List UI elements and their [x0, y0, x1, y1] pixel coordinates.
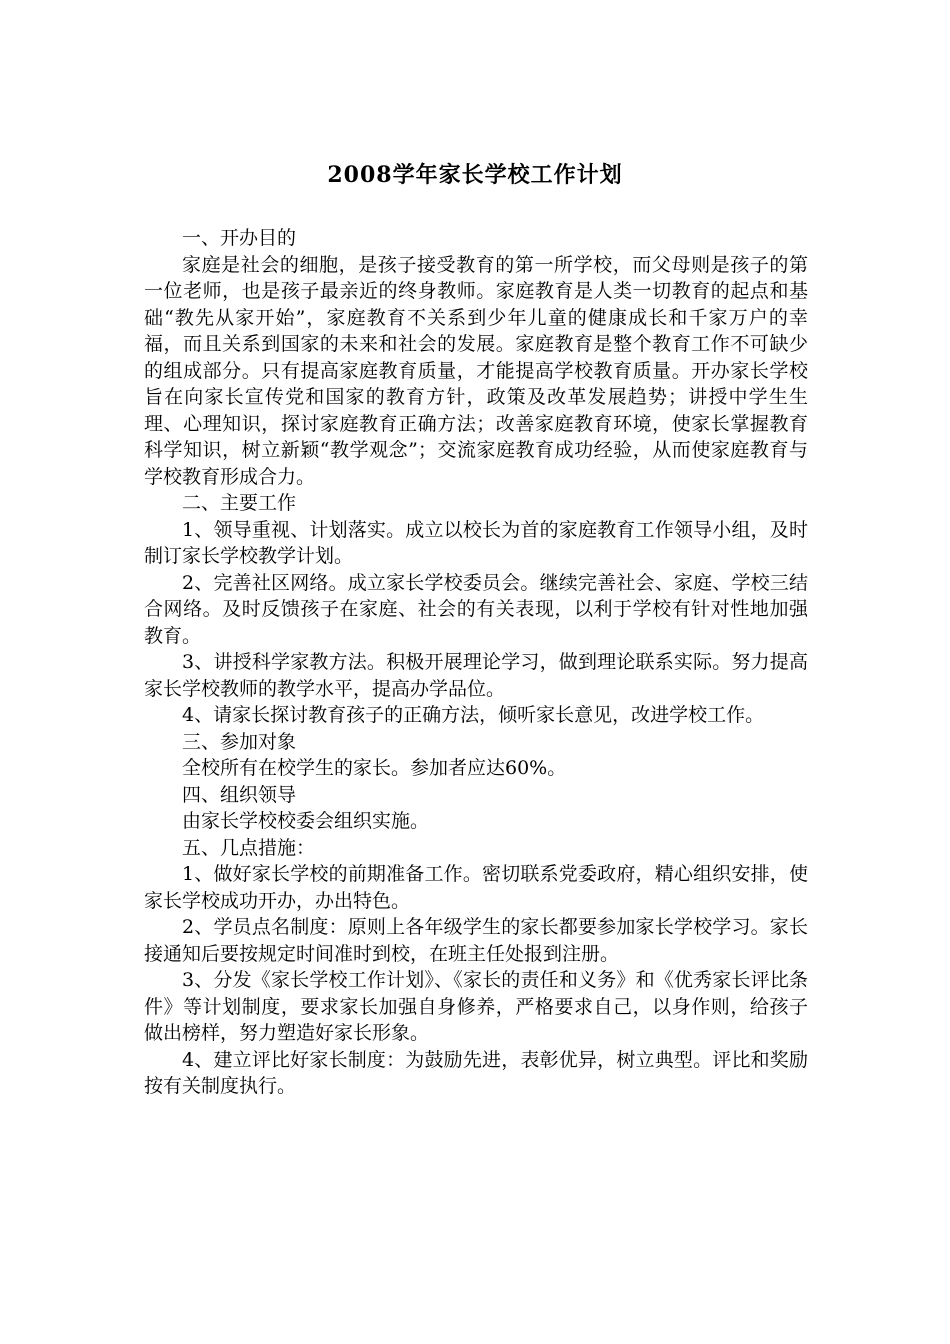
paragraph-measure-4: 4、建立评比好家长制度：为鼓励先进，表彰优异，树立典型。评比和奖励按有关制度执行。: [144, 1048, 808, 1097]
paragraph-participants: 全校所有在校学生的家长。参加者应达60%。: [182, 757, 567, 779]
paragraph-measure-2: 2、学员点名制度：原则上各年级学生的家长都要参加家长学校学习。家长接通知后要按规定时间准时到校，在班主任处报到注册。: [144, 916, 808, 965]
section-heading-purpose: 一、开办目的: [182, 227, 297, 249]
section-heading-leadership: 四、组织领导: [182, 783, 297, 806]
paragraph-purpose: 家庭是社会的细胞，是孩子接受教育的第一所学校，而父母则是孩子的第一位老师，也是孩子最亲近的终身教师。家庭教育是人类一切教育的起点和基础“教先从家开始”，家庭教育不关系到少年儿童的健康成长和千家万户的幸福，而且关系到国家的未来和社会的发展。家庭教育是整个教育工作不可缺少的组成部分。只有提高家庭教育质量，才能提高学校教育质量。开办家长学校旨在向家长宣传党和国家的教育方针，政策及改革发展趋势；讲授中学生生理、心理知识，探讨家庭教育正确方法；改善家庭教育环境，使家长掌握教育科学知识，树立新颖“教学观念”；交流家庭教育成功经验，从而使家庭教育与学校教育形成合力。: [144, 253, 808, 488]
section-heading-measures: 五、几点措施：: [182, 836, 316, 859]
paragraph-measure-3: 3、分发《家长学校工作计划》、《家长的责任和义务》和《优秀家长评比条件》等计划制度，要求家长加强自身修养，严格要求自己，以身作则，给孩子做出榜样，努力塑造好家长形象。: [144, 969, 808, 1044]
paragraph-work-1: 1、领导重视、计划落实。成立以校长为首的家庭教育工作领导小组，及时制订家长学校教学计划。: [144, 518, 808, 567]
paragraph-work-2: 2、完善社区网络。成立家长学校委员会。继续完善社会、家庭、学校三结合网络。及时反馈孩子在家庭、社会的有关表现，以利于学校有针对性地加强教育。: [144, 571, 808, 647]
document-title: 2008学年家长学校工作计划: [327, 162, 623, 188]
paragraph-measure-1: 1、做好家长学校的前期准备工作。密切联系党委政府，精心组织安排，使家长学校成功开办，办出特色。: [144, 863, 808, 912]
paragraph-work-3: 3、讲授科学家教方法。积极开展理论学习，做到理论联系实际。努力提高家长学校教师的教学水平，提高办学品位。: [144, 651, 808, 700]
paragraph-work-4: 4、请家长探讨教育孩子的正确方法，倾听家长意见，改进学校工作。: [182, 704, 765, 726]
document-body: [144, 225, 808, 1100]
section-heading-participants: 三、参加对象: [182, 730, 297, 753]
paragraph-leadership: 由家长学校校委会组织实施。: [182, 810, 430, 832]
section-heading-main-work: 二、主要工作: [182, 492, 297, 514]
